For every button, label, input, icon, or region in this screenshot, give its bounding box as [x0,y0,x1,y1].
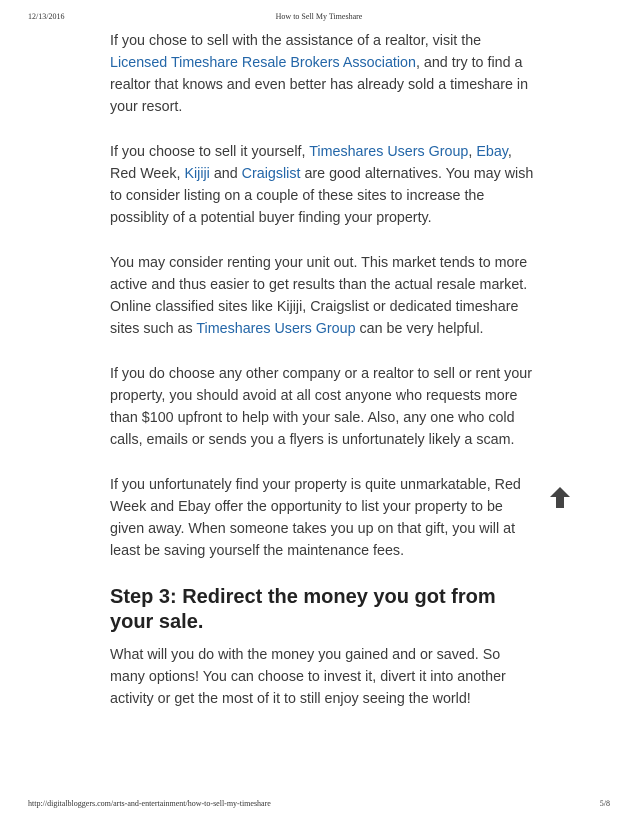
print-page-number: 5/8 [599,799,610,808]
paragraph-sell-yourself [110,141,535,229]
paragraph-text: and [209,166,242,182]
paragraph-text: , [468,144,477,160]
link-ebay[interactable]: Ebay [476,144,508,160]
paragraph-text: are good alternatives. You may wish to consider listing on a couple of these sites to increase the possiblity of a potential buyer finding your property. [110,166,534,226]
print-page-title: How to Sell My Timeshare [275,12,363,21]
paragraph-money-use: What will you do with the money you gained and or saved. So many options! You can choose to invest it, divert it into another activity or get the most of it to still enjoy seeing the world! [110,647,506,707]
arrow-up-icon-svg [549,486,571,510]
arrow-up-icon[interactable] [549,486,571,510]
paragraph-realtor [110,30,535,118]
link-licensed-timeshare-resale-brokers[interactable]: Licensed Timeshare Resale Brokers Association [110,55,416,71]
link-timeshares-users-group-2[interactable]: Timeshares Users Group [196,321,356,337]
paragraph-text: can be very helpful. [355,321,484,337]
paragraph-give-away: If you unfortunately find your property is quite unmarkatable, Red Week and Ebay offer the opportunity to list your property to be given away. When someone takes you up on that gift, you will at least be saving yourself the maintenance fees. [110,477,521,559]
print-footer [0,799,638,811]
link-kijiji[interactable]: Kijiji [184,166,210,182]
paragraph-text: , Red Week, [110,144,512,182]
step-3-heading: Step 3: Redirect the money you got from your sale. [110,586,496,633]
link-timeshares-users-group[interactable]: Timeshares Users Group [309,144,469,160]
paragraph-text: , and try to find a realtor that knows and even better has already sold a timeshare in your resort. [110,55,529,115]
print-header [0,12,638,24]
print-url: http://digitalbloggers.com/arts-and-entertainment/how-to-sell-my-timeshare [28,799,271,808]
paragraph-text: You may consider renting your unit out. This market tends to more active and thus easier to get results than the actual resale market. Online classified sites like Kijiji, Craigslist or dedicated timeshare sites such as [110,255,528,337]
paragraph-text: If you chose to sell with the assistance of a realtor, visit the [110,33,482,49]
paragraph-scam-warning: If you do choose any other company or a realtor to sell or rent your property, you should avoid at all cost anyone who requests more than $100 upfront to help with your sale. Also, any one who cold calls, emails or sends you a flyers is unfortunately likely a scam. [110,366,532,448]
paragraph-renting [110,252,535,340]
link-craigslist[interactable]: Craigslist [241,166,301,182]
article-body [110,30,535,733]
paragraph-text: If you choose to sell it yourself, [110,144,310,160]
print-date: 12/13/2016 [28,12,65,21]
